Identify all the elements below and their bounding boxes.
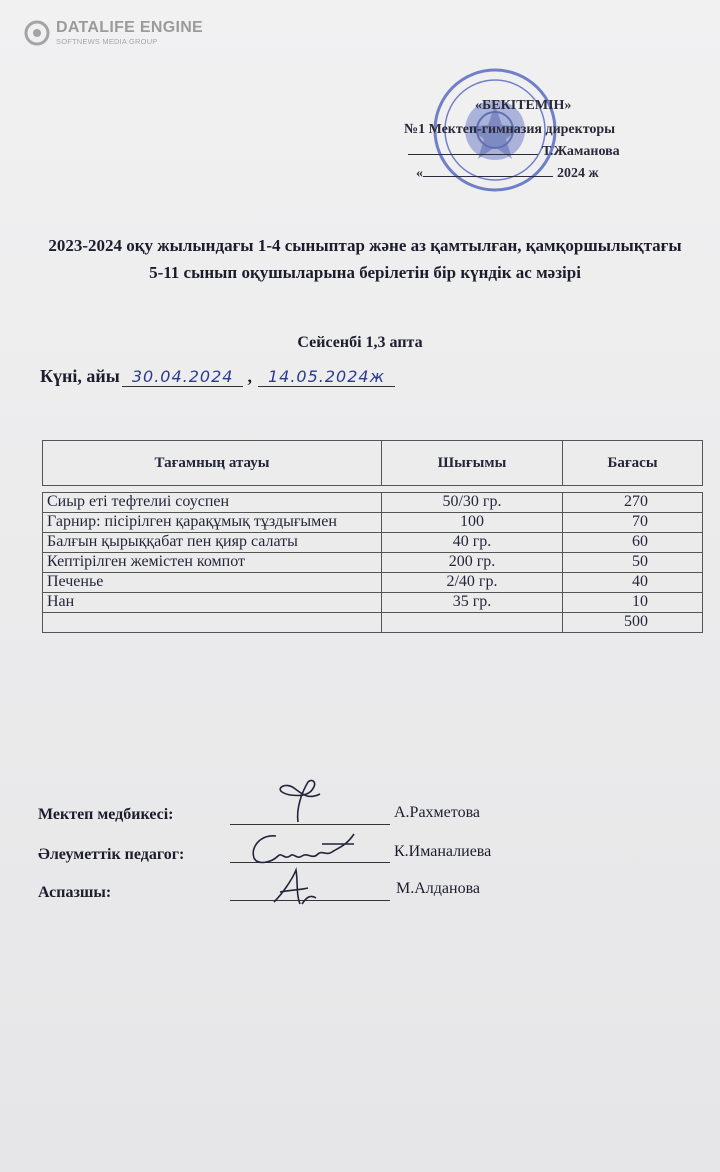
- table-row: [43, 593, 703, 613]
- approval-name: Т.Жаманова: [542, 144, 620, 159]
- signature-cook-icon: [266, 864, 322, 910]
- date-separator: ,: [247, 366, 252, 386]
- approval-signature-line: [408, 144, 620, 160]
- table-row: [43, 513, 703, 533]
- document-title: 2023-2024 оқу жылындағы 1-4 сыныптар және аз қамтылған, қамқоршылықтағы 5-11 сынып оқушыларына берілетін бір күндік ас мәзірі: [48, 236, 682, 282]
- date-underline: [423, 176, 553, 177]
- signature-underline: [408, 154, 538, 155]
- yield-cell: 200 гр.: [382, 553, 563, 573]
- yield-cell: 50/30 гр.: [382, 493, 563, 513]
- approval-date-open: «: [416, 166, 423, 181]
- spacer-cell: [43, 486, 382, 493]
- price-cell: 10: [563, 593, 703, 613]
- signature-name-cook: М.Алданова: [396, 880, 481, 897]
- dish-cell: Балғын қырыққабат пен қияр салаты: [43, 533, 382, 553]
- approval-title: «БЕКІТЕМІН»: [475, 98, 572, 113]
- dish-cell: Гарнир: пісірілген қарақұмық тұздығымен: [43, 513, 382, 533]
- header-yield: Шығымы: [382, 441, 563, 486]
- total-price-cell: 500: [563, 613, 703, 633]
- spacer-cell: [382, 486, 563, 493]
- dish-cell: Печенье: [43, 573, 382, 593]
- approval-date-line: [416, 166, 599, 182]
- date-first: 30.04.2024: [122, 367, 244, 387]
- date-row: [40, 366, 395, 387]
- table-row: [43, 493, 703, 513]
- signature-nurse-icon: [268, 774, 328, 826]
- dish-cell: [43, 613, 382, 633]
- watermark: [24, 20, 203, 46]
- dish-cell: Нан: [43, 593, 382, 613]
- signature-role-cook: Аспазшы:: [38, 884, 112, 901]
- date-label: Күні, айы: [40, 366, 120, 386]
- signature-role-nurse: Мектеп медбикесі:: [38, 806, 174, 823]
- table-row: [43, 553, 703, 573]
- table-row: [43, 533, 703, 553]
- approval-position: №1 Мектеп-гимназия директоры: [404, 122, 616, 137]
- datalife-logo-icon: [24, 20, 50, 46]
- header-price: Бағасы: [563, 441, 703, 486]
- yield-cell: [382, 613, 563, 633]
- signature-role-pedagog: Әлеуметтік педагог:: [38, 846, 185, 863]
- watermark-title: DATALIFE ENGINE: [56, 19, 204, 37]
- spacer-cell: [563, 486, 703, 493]
- yield-cell: 2/40 гр.: [382, 573, 563, 593]
- document-subtitle: Сейсенбі 1,3 апта: [297, 334, 423, 351]
- table-header-row: [43, 441, 703, 486]
- price-cell: 50: [563, 553, 703, 573]
- menu-table: [42, 440, 703, 633]
- header-dish: Тағамның атауы: [43, 441, 382, 486]
- price-cell: 270: [563, 493, 703, 513]
- dish-cell: Кептірілген жемістен компот: [43, 553, 382, 573]
- signature-name-pedagog: К.Иманалиева: [394, 843, 492, 860]
- table-total-row: [43, 613, 703, 633]
- yield-cell: 100: [382, 513, 563, 533]
- date-second: 14.05.2024ж: [258, 367, 395, 387]
- table-spacer: [43, 486, 703, 493]
- dish-cell: Сиыр еті тефтелиі соуспен: [43, 493, 382, 513]
- price-cell: 70: [563, 513, 703, 533]
- approval-year: 2024 ж: [557, 166, 599, 181]
- signature-name-nurse: А.Рахметова: [394, 804, 481, 821]
- price-cell: 40: [563, 573, 703, 593]
- yield-cell: 40 гр.: [382, 533, 563, 553]
- yield-cell: 35 гр.: [382, 593, 563, 613]
- watermark-subtitle: SOFTNEWS MEDIA GROUP: [56, 37, 158, 47]
- table-row: [43, 573, 703, 593]
- price-cell: 60: [563, 533, 703, 553]
